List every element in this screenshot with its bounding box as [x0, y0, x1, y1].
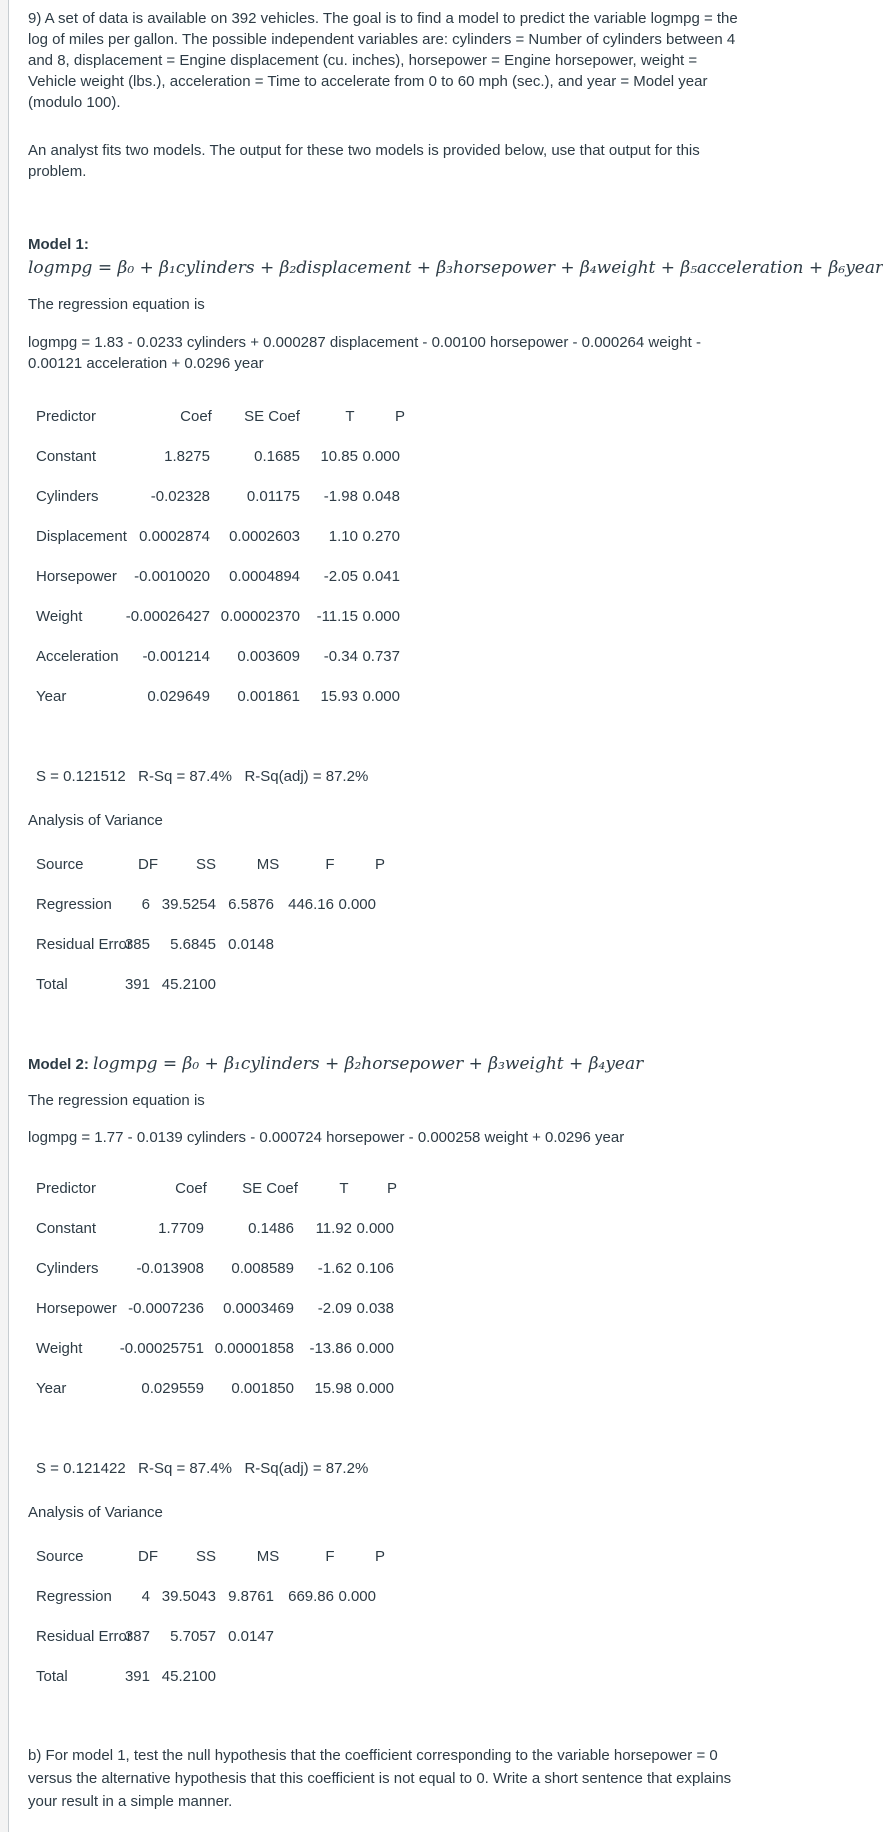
- model2-coef-row: [36, 1290, 496, 1330]
- model1-anova-header-ss: SS: [195, 856, 216, 873]
- model2-coef-cell-p: 0.000: [356, 1220, 394, 1237]
- model2-anova-cell-source: Total: [36, 1668, 68, 1685]
- model2-anova-cell-df: 387: [124, 1628, 150, 1645]
- model2-coef-cell-p: 0.000: [356, 1380, 394, 1397]
- model2-anova-row: [36, 1658, 476, 1698]
- model1-anova-cell-source: Regression: [36, 896, 112, 913]
- model1-anova-title: Analysis of Variance: [28, 812, 163, 829]
- model2-anova-cell-df: 4: [141, 1588, 150, 1605]
- intro-note: An analyst fits two models. The output for these two models is provided below, use that output for this problem.: [28, 142, 700, 180]
- model1-anova-table: [36, 846, 476, 1006]
- model2-coef-row: [36, 1210, 496, 1250]
- model1-coef-cell-coef: 1.8275: [164, 448, 210, 465]
- model2-coef-cell-t: 15.98: [314, 1380, 352, 1397]
- model1-coef-row: [36, 438, 496, 478]
- model2-anova-row: [36, 1618, 476, 1658]
- model2-anova-header-p: P: [374, 1548, 385, 1565]
- model1-coef-cell-p: 0.048: [362, 488, 400, 505]
- model1-coef-cell-predictor: Horsepower: [36, 568, 117, 585]
- model1-coef-cell-coef: -0.02328: [150, 488, 210, 505]
- model2-anova-cell-source: Residual Error: [36, 1628, 132, 1645]
- model1-coef-cell-coef: -0.00026427: [125, 608, 210, 625]
- model1-coef-header-t: T: [345, 408, 355, 425]
- model2-anova-header-f: F: [325, 1548, 335, 1565]
- model2-coef-cell-se: 0.001850: [231, 1380, 294, 1397]
- model2-coef-cell-p: 0.038: [356, 1300, 394, 1317]
- model2-coef-header-p: P: [386, 1180, 397, 1197]
- model1-anova-cell-f: 446.16: [288, 896, 334, 913]
- model1-coef-header-se: SE Coef: [244, 408, 300, 425]
- model1-formula: logmpg = β₀ + β₁cylinders + β₂displacement + β₃horsepower + β₄weight + β₅acceleration + β₆year: [28, 258, 883, 278]
- model1-coef-cell-predictor: Acceleration: [36, 648, 119, 665]
- model2-coef-header-coef: Coef: [175, 1180, 207, 1197]
- model1-coef-cell-coef: 0.0002874: [139, 528, 210, 545]
- model2-heading: Model 2:: [28, 1056, 89, 1073]
- model1-anova-cell-df: 385: [124, 936, 150, 953]
- model2-coef-cell-predictor: Horsepower: [36, 1300, 117, 1317]
- model2-coef-cell-coef: -0.0007236: [128, 1300, 204, 1317]
- model1-anova-cell-source: Residual Error: [36, 936, 132, 953]
- model2-fit-stats: S = 0.121422 R-Sq = 87.4% R-Sq(adj) = 87.2%: [36, 1460, 369, 1477]
- model1-coef-header-coef: Coef: [180, 408, 212, 425]
- model1-coef-cell-se: 0.001861: [237, 688, 300, 705]
- model2-anova-header-df: DF: [138, 1548, 158, 1565]
- model1-coef-cell-se: 0.0004894: [229, 568, 300, 585]
- model2-coef-cell-predictor: Constant: [36, 1220, 97, 1237]
- model2-coef-header-se: SE Coef: [242, 1180, 298, 1197]
- model2-anova-header-ms: MS: [256, 1548, 280, 1565]
- model1-formula-box: [28, 258, 883, 278]
- model1-coef-cell-predictor: Year: [36, 688, 67, 705]
- model1-fit-stats: S = 0.121512 R-Sq = 87.4% R-Sq(adj) = 87.2%: [36, 768, 369, 785]
- model1-coef-cell-t: -11.15: [316, 608, 358, 625]
- model1-coef-cell-t: -0.34: [323, 648, 358, 665]
- model1-anova-cell-ms: 6.5876: [228, 896, 274, 913]
- model1-coef-cell-se: 0.00002370: [220, 608, 300, 625]
- model1-coef-cell-t: 10.85: [320, 448, 358, 465]
- model2-coef-cell-coef: -0.013908: [136, 1260, 204, 1277]
- model1-anova-cell-df: 391: [124, 976, 150, 993]
- model1-coef-cell-p: 0.000: [362, 448, 400, 465]
- model2-anova-cell-source: Regression: [36, 1588, 112, 1605]
- model1-anova-cell-ss: 5.6845: [170, 936, 216, 953]
- model1-coef-cell-predictor: Cylinders: [36, 488, 99, 505]
- model1-coef-cell-p: 0.737: [362, 648, 400, 665]
- model2-coef-cell-coef: 0.029559: [141, 1380, 204, 1397]
- model1-coef-table: [36, 398, 496, 718]
- model1-coef-cell-t: 1.10: [328, 528, 358, 545]
- model1-coef-cell-coef: -0.001214: [142, 648, 210, 665]
- model1-anova-header-f: F: [325, 856, 335, 873]
- model2-coef-cell-predictor: Weight: [36, 1340, 83, 1357]
- model1-anova-row: [36, 926, 476, 966]
- question-b: b) For model 1, test the null hypothesis that the coefficient corresponding to the variable horsepower = 0 versus the alternative hypothesis that this coefficient is not equal to 0. Write a short sentence that explains your result in a simple manner.: [28, 1747, 732, 1810]
- model1-heading: Model 1:: [28, 236, 89, 253]
- model1-anova-cell-ms: 0.0148: [228, 936, 274, 953]
- model1-coef-row: [36, 598, 496, 638]
- model2-anova-cell-ms: 9.8761: [228, 1588, 274, 1605]
- intro-paragraph: 9) A set of data is available on 392 vehicles. The goal is to find a model to predict the variable logmpg = the log of miles per gallon. The possible independent variables are: cylinders = Number of cylinders between 4 and 8, displacement = Engine displacement (cu. inches), horsepower = Engine horsepower, weight = Vehicle weight (lbs.), acceleration = Time to accelerate from 0 to 60 mph (sec.), and year = Model year (modulo 100).: [28, 10, 738, 111]
- model2-coef-row: [36, 1370, 496, 1410]
- model1-coef-cell-se: 0.003609: [237, 648, 300, 665]
- model1-coef-cell-coef: -0.0010020: [134, 568, 210, 585]
- model1-coef-cell-predictor: Constant: [36, 448, 97, 465]
- model1-coef-cell-se: 0.0002603: [229, 528, 300, 545]
- model2-anova-header-source: Source: [36, 1548, 84, 1565]
- model2-coef-cell-coef: 1.7709: [158, 1220, 204, 1237]
- model2-coef-cell-t: -13.86: [309, 1340, 352, 1357]
- model2-coef-cell-predictor: Cylinders: [36, 1260, 99, 1277]
- left-border: [0, 0, 9, 1832]
- model1-coef-row: [36, 558, 496, 598]
- model1-equation: logmpg = 1.83 - 0.0233 cylinders + 0.000287 displacement - 0.00100 horsepower - 0.000264 weight - 0.00121 acceleration + 0.0296 year: [28, 334, 701, 372]
- model2-coef-cell-t: -1.62: [317, 1260, 352, 1277]
- model1-coef-cell-t: -1.98: [323, 488, 358, 505]
- model1-coef-cell-t: -2.05: [323, 568, 358, 585]
- model2-anova-row: [36, 1578, 476, 1618]
- model2-equation: logmpg = 1.77 - 0.0139 cylinders - 0.000724 horsepower - 0.000258 weight + 0.0296 year: [28, 1129, 625, 1146]
- model1-coef-cell-predictor: Weight: [36, 608, 83, 625]
- model1-coef-cell-p: 0.000: [362, 688, 400, 705]
- model2-coef-header-predictor: Predictor: [36, 1180, 97, 1197]
- model2-coef-cell-p: 0.000: [356, 1340, 394, 1357]
- model1-eq-intro: The regression equation is: [28, 296, 205, 313]
- model1-coef-row: [36, 638, 496, 678]
- model2-coef-header-t: T: [339, 1180, 349, 1197]
- model2-coef-cell-t: 11.92: [315, 1220, 352, 1237]
- model2-anova-cell-ss: 5.7057: [170, 1628, 216, 1645]
- model2-coef-cell-se: 0.00001858: [214, 1340, 294, 1357]
- model2-coef-cell-p: 0.106: [356, 1260, 394, 1277]
- model2-coef-row: [36, 1250, 496, 1290]
- model1-coef-row: [36, 678, 496, 718]
- model2-coef-cell-coef: -0.00025751: [119, 1340, 204, 1357]
- model2-formula: logmpg = β₀ + β₁cylinders + β₂horsepower + β₃weight + β₄year: [93, 1054, 644, 1074]
- model2-coef-cell-se: 0.008589: [231, 1260, 294, 1277]
- model1-coef-cell-se: 0.1685: [254, 448, 300, 465]
- model2-anova-cell-f: 669.86: [288, 1588, 334, 1605]
- model1-anova-row: [36, 966, 476, 1006]
- model1-coef-cell-predictor: Displacement: [36, 528, 127, 545]
- model2-coef-header-row: [36, 1170, 496, 1210]
- model2-coef-cell-t: -2.09: [317, 1300, 352, 1317]
- model2-coef-cell-se: 0.1486: [248, 1220, 294, 1237]
- model2-anova-cell-ss: 39.5043: [161, 1588, 216, 1605]
- model1-anova-header-ms: MS: [256, 856, 280, 873]
- model1-anova-cell-source: Total: [36, 976, 68, 993]
- model2-anova-cell-ss: 45.2100: [161, 1668, 216, 1685]
- model2-eq-intro: The regression equation is: [28, 1092, 205, 1109]
- model1-anova-header-p: P: [374, 856, 385, 873]
- model1-coef-cell-p: 0.000: [362, 608, 400, 625]
- model1-coef-header-p: P: [394, 408, 405, 425]
- model2-anova-cell-p: 0.000: [338, 1588, 376, 1605]
- model2-coef-cell-se: 0.0003469: [223, 1300, 294, 1317]
- model2-anova-cell-df: 391: [124, 1668, 150, 1685]
- model1-anova-header-row: [36, 846, 476, 886]
- model1-coef-cell-coef: 0.029649: [147, 688, 210, 705]
- model2-anova-header-row: [36, 1538, 476, 1578]
- model1-coef-cell-se: 0.01175: [246, 488, 300, 505]
- model2-heading-line: [28, 1054, 643, 1074]
- model2-anova-title: Analysis of Variance: [28, 1504, 163, 1521]
- model1-coef-row: [36, 478, 496, 518]
- model1-coef-cell-p: 0.041: [362, 568, 400, 585]
- model1-anova-cell-ss: 39.5254: [161, 896, 216, 913]
- model2-anova-header-ss: SS: [195, 1548, 216, 1565]
- model2-anova-table: [36, 1538, 476, 1698]
- model1-anova-cell-p: 0.000: [338, 896, 376, 913]
- model2-coef-cell-predictor: Year: [36, 1380, 67, 1397]
- model2-anova-cell-ms: 0.0147: [228, 1628, 274, 1645]
- model1-anova-cell-df: 6: [141, 896, 150, 913]
- model1-anova-row: [36, 886, 476, 926]
- model2-coef-table: [36, 1170, 496, 1410]
- model1-coef-header-predictor: Predictor: [36, 408, 97, 425]
- model1-coef-cell-t: 15.93: [320, 688, 358, 705]
- model2-coef-row: [36, 1330, 496, 1370]
- model1-anova-cell-ss: 45.2100: [161, 976, 216, 993]
- model1-anova-header-source: Source: [36, 856, 84, 873]
- model1-anova-header-df: DF: [138, 856, 158, 873]
- model1-coef-row: [36, 518, 496, 558]
- model1-coef-header-row: [36, 398, 496, 438]
- model1-coef-cell-p: 0.270: [362, 528, 400, 545]
